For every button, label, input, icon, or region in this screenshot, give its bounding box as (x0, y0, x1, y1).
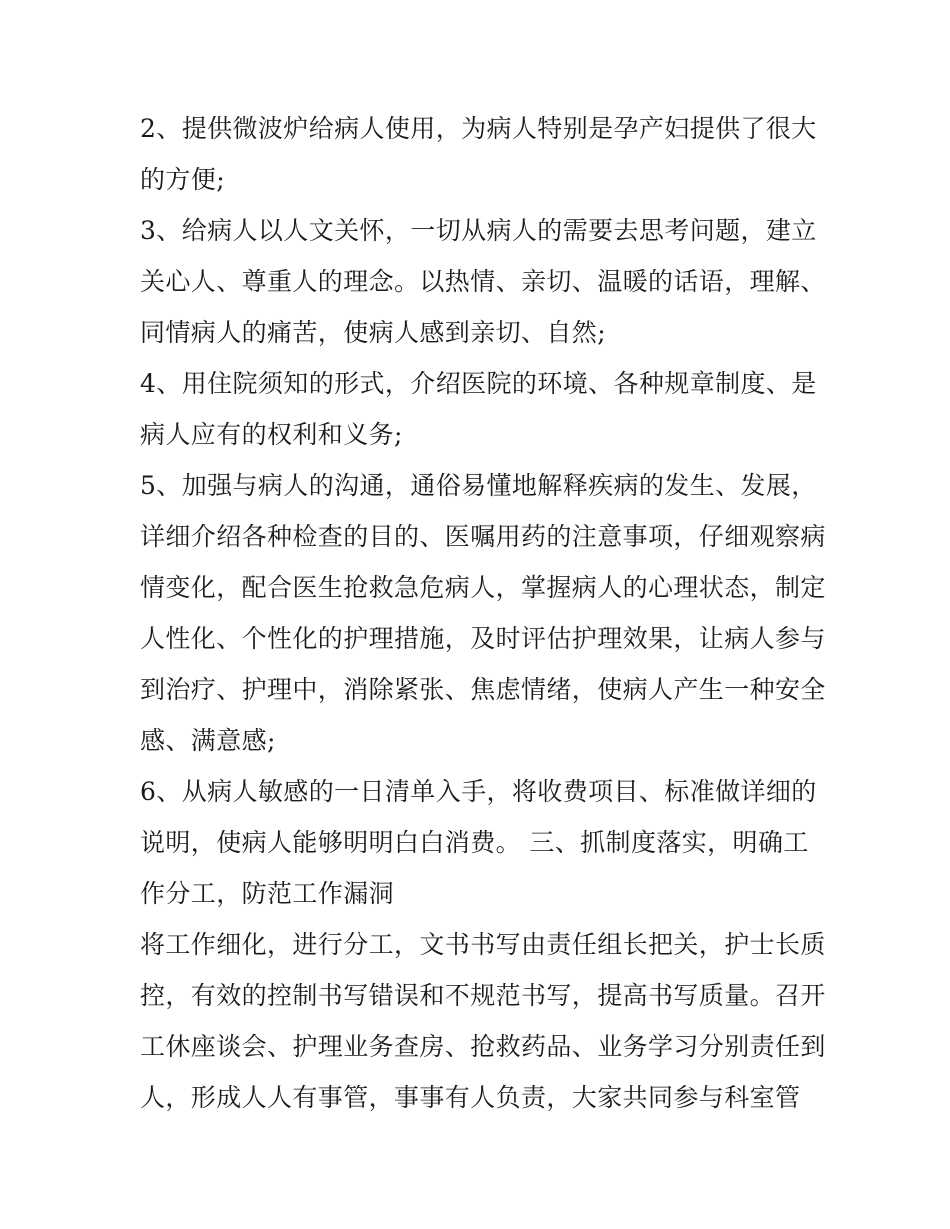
text-line: 关心人、尊重人的理念。以热情、亲切、温暖的话语，理解、 (140, 267, 826, 296)
text-line: 人，形成人人有事管，事事有人负责，大家共同参与科室管 (140, 1083, 801, 1112)
text-line: 4、用住院须知的形式，介绍医院的环境、各种规章制度、是 (140, 369, 817, 398)
text-line: 的方便; (140, 165, 226, 194)
text-line: 3、给病人以人文关怀，一切从病人的需要去思考问题，建立 (140, 216, 817, 245)
text-line: 6、从病人敏感的一日清单入手，将收费项目、标准做详细的 (140, 777, 817, 806)
text-line: 病人应有的权利和义务; (140, 420, 403, 449)
text-line: 2、提供微波炉给病人使用，为病人特别是孕产妇提供了很大 (140, 114, 817, 143)
text-line: 控，有效的控制书写错误和不规范书写，提高书写质量。召开 (140, 981, 826, 1010)
text-line: 说明，使病人能够明明白白消费。 三、抓制度落实，明确工 (140, 828, 809, 857)
document-body (140, 103, 826, 1123)
text-line: 5、加强与病人的沟通，通俗易懂地解释疾病的发生、发展， (140, 471, 817, 500)
text-line: 将工作细化，进行分工，文书书写由责任组长把关，护士长质 (140, 930, 826, 959)
text-line: 详细介绍各种检查的目的、医嘱用药的注意事项，仔细观察病 (140, 522, 826, 551)
text-line: 感、满意感; (140, 726, 276, 755)
text-line: 人性化、个性化的护理措施，及时评估护理效果，让病人参与 (140, 624, 826, 653)
text-line: 情变化，配合医生抢救急危病人，掌握病人的心理状态，制定 (140, 573, 826, 602)
text-line: 到治疗、护理中，消除紧张、焦虑情绪，使病人产生一种安全 (140, 675, 826, 704)
text-line: 作分工，防范工作漏洞 (140, 879, 395, 908)
text-line: 同情病人的痛苦，使病人感到亲切、自然; (140, 318, 607, 347)
text-line: 工休座谈会、护理业务查房、抢救药品、业务学习分别责任到 (140, 1032, 826, 1061)
